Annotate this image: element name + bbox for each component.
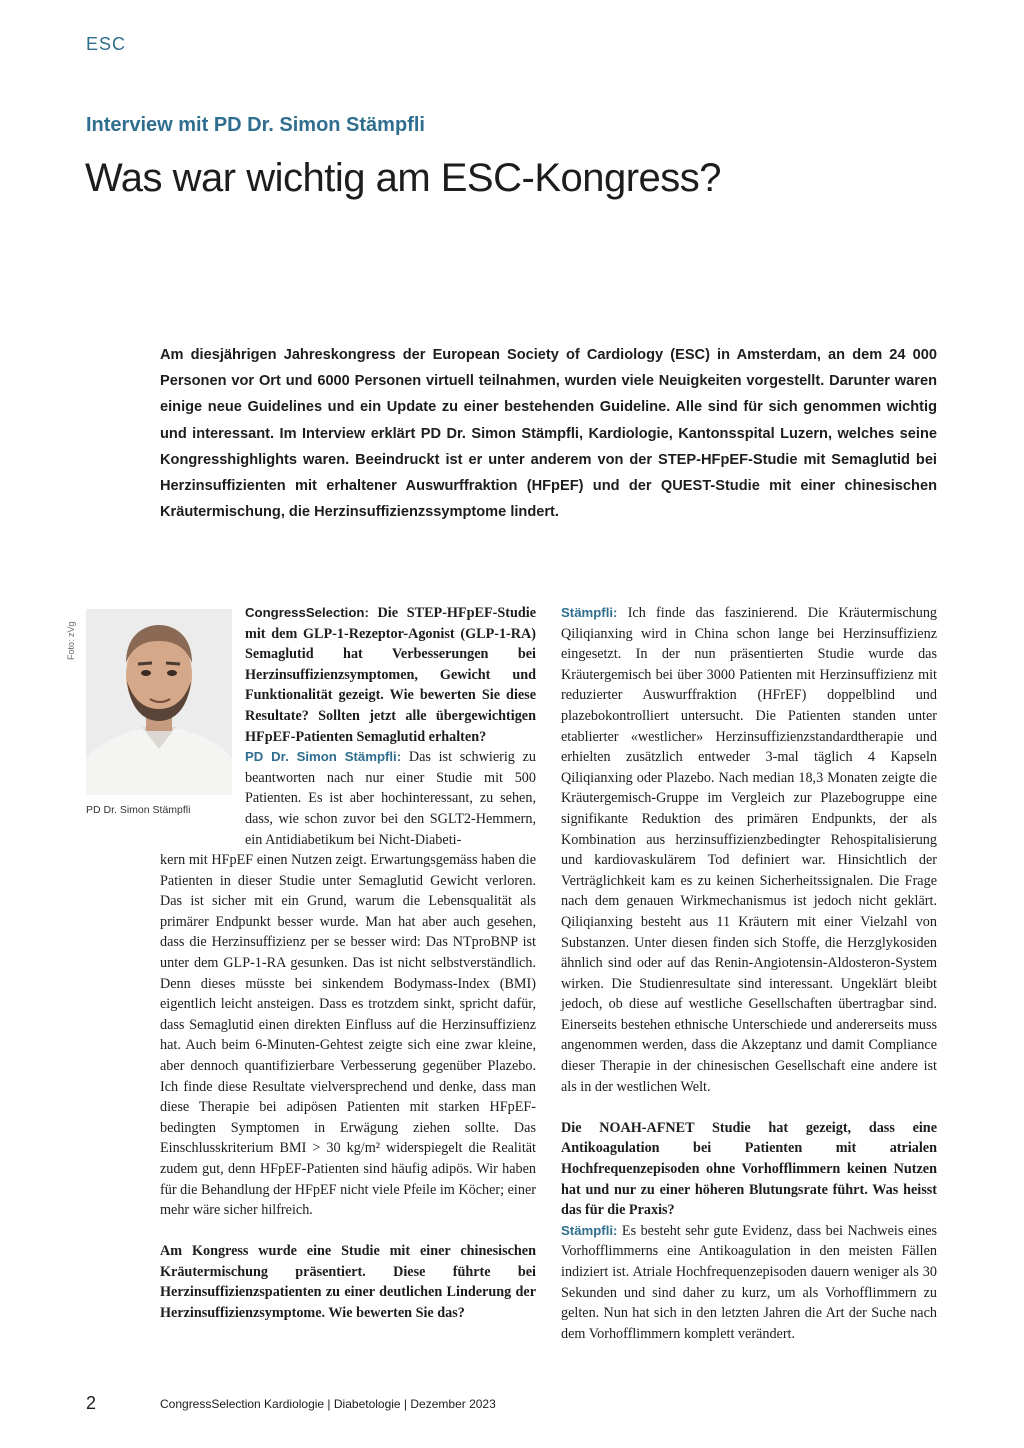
answer-2: [561, 603, 937, 1097]
answer-text: Das ist schwierig zu beantworten nach nur einer Studie mit 500 Patienten. Es ist aber hochinteressant, zu sehen, dass, wie schon zuvor bei den SGLT2-Hemmern, ein Antidiabetikum bei Nicht-Diabeti-: [245, 749, 536, 848]
portrait-photo: [86, 609, 232, 795]
answer-1-continued: kern mit HFpEF einen Nutzen zeigt. Erwartungsgemäss haben die Patienten in dieser Studie unter Semaglutid Gewicht verloren. Das ist sicher mit ein Grund, warum die Lebensqualität als primärer Endpunkt besser wurde. Man hat aber auch gesehen, dass die Herzinsuffizienz per se besser wird: Das NTproBNP ist unter dem GLP-1-RA gesunken. Das ist nicht selbstverständlich. Denn dieses müsste bei sinkendem Bodymass-Index (BMI) eigentlich leicht ansteigen. Dass es trotzdem sinkt, spricht dafür, dass Semaglutid einen direkten Einfluss auf die Herzinsuffizienz hat. Auch beim 6-Minuten-Gehtest zeigte sich eine zwar kleine, aber dennoch quantifizierbare Verbesserung gegenüber Plazebo. Ich finde diese Resultate vielversprechend und denke, dass man diese Therapie bei adipösen Patienten mit starken HFpEF-bedingten Symptomen in Erwägung ziehen sollte. Das Einschlusskriterium BMI > 30 kg/m² widerspiegelt die Realität zudem gut, denn HFpEF-Patienten sind häufig adipös. Wir haben für die Behandlung der HFpEF nicht viele Pfeile im Köcher; einer mehr wäre sicher hilfreich.: [160, 852, 536, 1219]
answer-speaker: PD Dr. Simon Stämpfli:: [245, 749, 402, 765]
photo-credit: Foto: zVg: [66, 621, 76, 660]
question-3: Die NOAH-AFNET Studie hat gezeigt, dass eine Antikoagulation bei Patienten mit atrialen Hochfrequenzepisoden ohne Vorhofflimmern keinen Nutzen hat und nur zu einer höheren Blutungsrate führt. Was heisst das für die Praxis?: [561, 1119, 937, 1219]
answer-speaker: Stämpfli:: [561, 605, 618, 620]
question-speaker: CongressSelection:: [245, 605, 369, 620]
answer-text: Es besteht sehr gute Evidenz, dass bei Nachweis eines Vorhofflimmerns eine Antikoagulation in den meisten Fällen indiziert ist. Atriale Hochfrequenzepisoden dauern weniger als 30 Sekunden und sind daher zu kurz, um als Vorhofflimmern zu gelten. Nun hat sich in den letzten Jahren die Art der Suche nach dem Vorhofflimmern komplett verändert.: [561, 1222, 938, 1342]
question-2: Am Kongress wurde eine Studie mit einer chinesischen Kräutermischung präsentiert. Diese führte bei Herzinsuffizienzspatienten zu einer deutlichen Linderung der Herzinsuffizienzsymptome. Wie bewerten Sie das?: [160, 1243, 536, 1322]
portrait-caption: PD Dr. Simon Stämpfli: [86, 804, 191, 816]
question-text: Die STEP-HFpEF-Studie mit dem GLP-1-Rezeptor-Agonist (GLP-1-RA) Semaglutid hat Verbesserungen bei Herzinsuffizienzsymptomen, Gewicht und Funktionalität gezeigt. Wie bewerten Sie diese Resultate? Sollten jetzt alle übergewichtigen HFpEF-Patienten Semaglutid erhalten?: [245, 605, 536, 745]
interview-column-left-top: [245, 603, 536, 850]
article-kicker: Interview mit PD Dr. Simon Stämpfli: [86, 114, 425, 136]
lead-paragraph: Am diesjährigen Jahreskongress der European Society of Cardiology (ESC) in Amsterdam, an dem 24 000 Personen vor Ort und 6000 Personen virtuell teilnahmen, wurden viele Neuigkeiten vorgestellt. Darunter waren einige neue Guidelines und ein Update zu einer bestehenden Guideline. Alle sind für sich genommen wichtig und interessant. Im Interview erklärt PD Dr. Simon Stämpfli, Kardiologie, Kantonsspital Luzern, welches seine Kongresshighlights waren. Beeindruckt ist er unter anderem von der STEP-HFpEF-Studie mit Semaglutid bei Herzinsuffizienten mit erhaltener Auswurffraktion (HFpEF) und der QUEST-Studie mit einer chinesischen Kräutermischung, die Herzinsuffizienzssymptome lindert.: [160, 347, 937, 521]
article-headline: Was war wichtig am ESC-Kongress?: [85, 156, 722, 200]
answer-speaker: Stämpfli:: [561, 1222, 618, 1238]
answer-1-start: [245, 747, 536, 850]
interview-column-left-bottom: [160, 850, 536, 1324]
answer-3: [561, 1221, 937, 1345]
page-number: 2: [86, 1393, 97, 1413]
question-1: [245, 603, 536, 747]
footer-publication: CongressSelection Kardiologie | Diabetologie | Dezember 2023: [160, 1397, 496, 1411]
answer-text: Ich finde das faszinierend. Die Kräutermischung Qiliqianxing wird in China schon lange bei Herzinsuffizienz eingesetzt. In der nun präsentierten Studie wurde das Kräutergemisch bei über 3000 Patienten mit Herzinsuffizienz mit reduzierter Auswurffraktion (HFrEF) doppelblind und plazebokontrolliert untersucht. Die Patienten standen unter etablierter «westlicher» Herzinsuffizienzstandardtherapie und erhielten zusätzlich entweder 3-mal täglich 4 Kapseln Qiliqianxing oder Plazebo. Nach median 18,3 Monaten zeigte die Kräutergemisch-Gruppe im Vergleich zur Plazebogruppe eine signifikante Reduktion des primären Endpunkts, der als Kombination aus herzinsuffizienzbedingter Rehospitalisierung und kardiovaskulärem Tod definiert war. Hinsichtlich der Verträglichkeit kam es zu keinen Sicherheitssignalen. Die Frage nach dem genauen Wirkmechanismus ist jedoch nicht geklärt. Qiliqianxing besteht aus 11 Kräutern mit einer Vielzahl von Substanzen. Unter diesen finden sich Stoffe, die Herzglykosiden ähnlich sind oder auf das Renin-Angiotensin-Aldosteron-System wirken. Die Studienresultate sind interessant. Ungeklärt bleibt jedoch, ob diese auf westliche Gesellschaften übertragbar sind. Einerseits bestehen ethnische Unterschiede und andererseits muss angenommen werden, dass die Akzeptanz und damit Compliance dieser Therapie in der chinesischen Gesellschaft eine andere ist als in der westlichen Welt.: [561, 605, 938, 1095]
interview-column-right: [561, 603, 937, 1344]
section-tag: ESC: [86, 34, 127, 54]
